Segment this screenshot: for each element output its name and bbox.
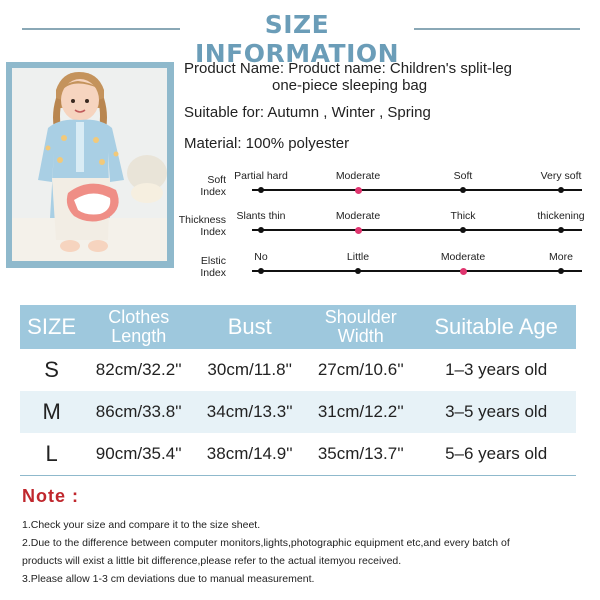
product-name (184, 60, 584, 94)
header-bust: Bust (194, 305, 305, 349)
header-shoulder-width-l1: Shoulder (324, 307, 397, 327)
scale-marker-selected (355, 187, 362, 194)
scale-marker (558, 227, 564, 233)
scale-tick-label: Soft (453, 170, 473, 182)
cell-age: 5–6 years old (416, 433, 576, 476)
cell-shoulder: 31cm/12.2'' (305, 391, 416, 433)
scale-line (252, 270, 582, 272)
scale-label-line-1: Thickness (178, 214, 226, 226)
scale-label-line-2: Index (200, 186, 226, 198)
scale-tick-label: No (254, 251, 268, 263)
cell-age: 1–3 years old (445, 360, 548, 379)
cell-age: 3–5 years old (416, 391, 576, 433)
scale-tick-label: Moderate (440, 251, 486, 263)
table-row (20, 433, 576, 476)
note-line-3: 3.Please allow 1-3 cm deviations due to manual measurement. (22, 573, 315, 585)
suitable-season: Suitable for: Autumn , Winter , Spring (184, 104, 431, 121)
size-table (20, 305, 576, 476)
cell-size: S (44, 357, 59, 382)
scale-label-line-1: Elstic (200, 255, 226, 267)
size-table-header (20, 305, 576, 349)
scale-label (176, 174, 226, 198)
table-row (20, 391, 576, 433)
scale-marker (258, 268, 264, 274)
cell-length: 82cm/32.2'' (95, 360, 182, 379)
scale-tick-label: Thick (450, 210, 476, 222)
scale-label-line-2: Index (200, 226, 226, 238)
header-clothes-length-l1: Clothes (108, 307, 170, 327)
scale-tick-label: Very soft (540, 170, 582, 182)
scale-marker (558, 187, 564, 193)
title-divider-right (414, 28, 580, 30)
cell-shoulder: 27cm/10.6'' (317, 360, 404, 379)
product-photo (12, 68, 167, 261)
page-title: SIZE INFORMATION (194, 10, 400, 68)
header-suitable-age: Suitable Age (416, 305, 576, 349)
cell-bust: 34cm/13.3'' (194, 391, 305, 433)
scale-marker-selected (460, 268, 467, 275)
note-title: Note : (22, 486, 79, 506)
table-row (20, 349, 576, 391)
scale-label (176, 214, 226, 238)
title-divider-left (22, 28, 180, 30)
scale-tick-label: Partial hard (234, 170, 288, 182)
scale-label (176, 255, 226, 279)
header (0, 8, 600, 68)
cell-length: 86cm/33.8'' (83, 391, 194, 433)
note-line-2a: 2.Due to the difference between computer monitors,lights,photographic equipment etc,and every batch of (22, 537, 510, 549)
header-clothes-length-l2: Length (111, 326, 167, 346)
note-line-2b: products will exist a little bit difference,please refer to the actual itemyou received. (22, 555, 402, 567)
scale-marker (355, 268, 361, 274)
header-clothes-length (83, 305, 194, 349)
cell-size: L (20, 433, 83, 476)
scale-marker (460, 187, 466, 193)
scale-marker-selected (355, 227, 362, 234)
header-shoulder-width-l2: Width (337, 326, 384, 346)
scale-marker (460, 227, 466, 233)
material: Material: 100% polyester (184, 135, 350, 152)
scale-tick-label: Moderate (335, 210, 381, 222)
scale-label-line-1: Soft (207, 174, 226, 186)
child-in-sleeping-bag-illustration (12, 68, 167, 261)
scale-label-line-2: Index (200, 267, 226, 279)
cell-size: M (20, 391, 83, 433)
product-name-line-1: Product Name: Product name: Children's split-leg (184, 60, 513, 77)
scale-line (252, 229, 582, 231)
note-line-1: 1.Check your size and compare it to the size sheet. (22, 519, 261, 531)
scale-tick-label: Little (346, 251, 370, 263)
cell-shoulder: 35cm/13.7'' (305, 433, 416, 476)
scale-tick-label: thickening (537, 210, 585, 222)
cell-length: 90cm/35.4'' (83, 433, 194, 476)
scale-tick-label: More (549, 251, 573, 263)
scale-line (252, 189, 582, 191)
cell-bust: 38cm/14.9'' (194, 433, 305, 476)
scale-marker (258, 187, 264, 193)
product-name-line-2: one-piece sleeping bag (272, 77, 428, 94)
scale-marker (558, 268, 564, 274)
header-shoulder-width (305, 305, 416, 349)
scale-tick-label: Slants thin (236, 210, 286, 222)
header-size: SIZE (20, 305, 83, 349)
scale-marker (258, 227, 264, 233)
cell-bust: 30cm/11.8'' (207, 360, 293, 379)
scale-tick-label: Moderate (335, 170, 381, 182)
